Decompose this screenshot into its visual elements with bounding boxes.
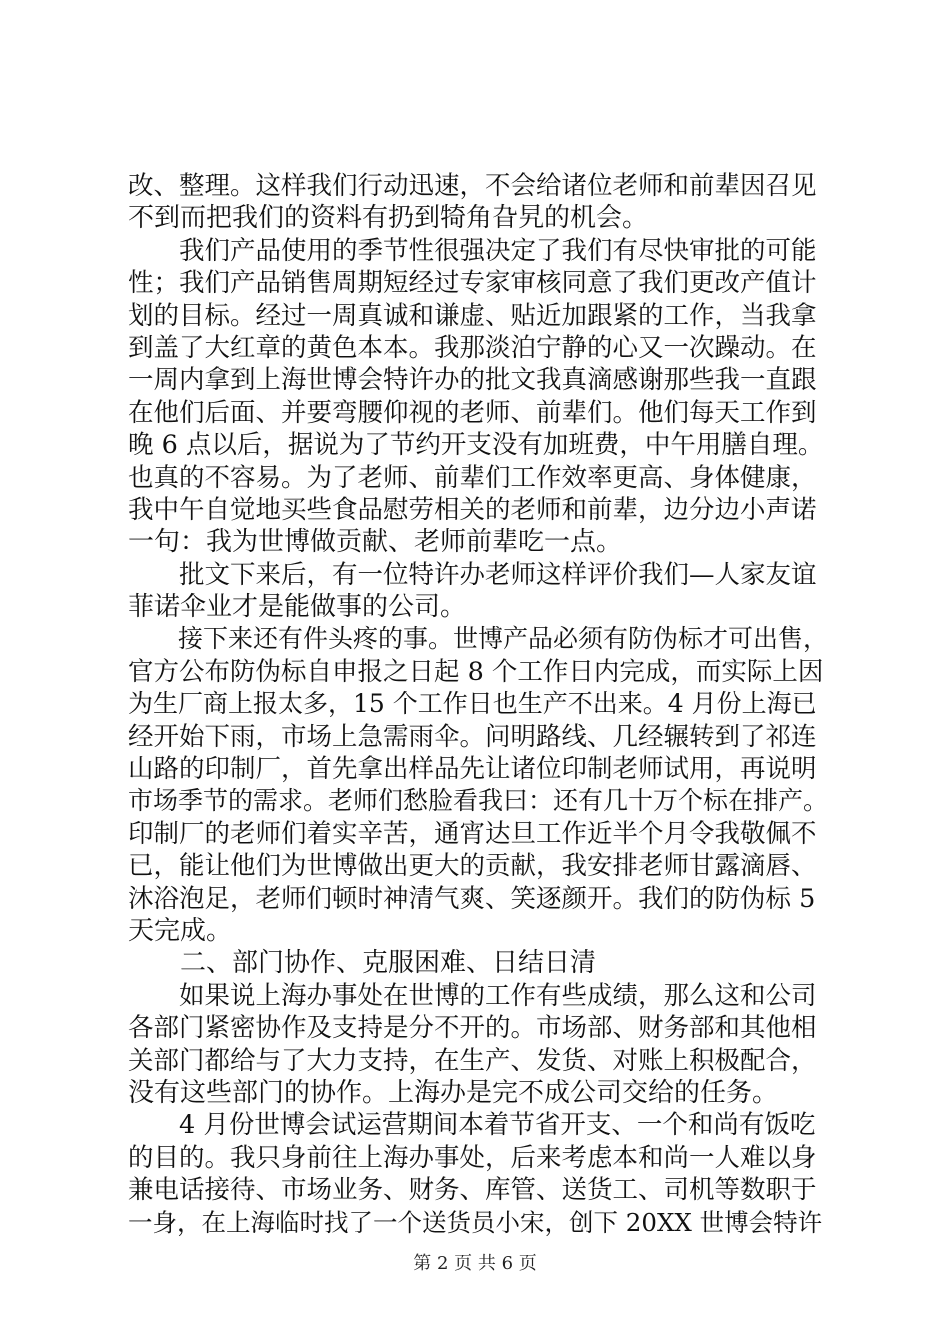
text-line: 一周内拿到上海世博会特许办的批文我真滴感谢那些我一直跟: [128, 365, 817, 396]
text-line: 如果说上海办事处在世博的工作有些成绩，那么这和公司: [128, 980, 817, 1011]
text-line: 山路的印制厂，首先拿出样品先让诸位印制老师试用，再说明: [128, 754, 817, 785]
text-line: 为生厂商上报太多，15 个工作日也生产不出来。4 月份上海已: [128, 689, 817, 719]
text-line: 改、整理。这样我们行动迅速，不会给诸位老师和前辈因召见: [128, 171, 817, 201]
text-line: 沐浴泡足，老师们顿时神清气爽、笑逐颜开。我们的防伪标 5: [128, 883, 816, 914]
document-body: [128, 170, 828, 1239]
text-line: 晚 6 点以后，据说为了节约开支没有加班费，中午用膳自理。: [128, 430, 824, 461]
text-line: 也真的不容易。为了老师、前辈们工作效率更高、身体健康，: [128, 462, 817, 493]
text-line: 划的目标。经过一周真诚和谦虚、贴近加跟紧的工作，当我拿: [128, 300, 817, 331]
section-heading: 二、部门协作、克服困难、日结日清: [128, 948, 597, 979]
text-line: 性；我们产品销售周期短经过专家审核同意了我们更改产值计: [128, 268, 817, 299]
page-footer: [0, 1252, 950, 1276]
text-line: 已，能让他们为世博做出更大的贡献，我安排老师甘露滴唇、: [128, 851, 817, 882]
text-line: 天完成。: [128, 915, 233, 946]
text-line: 经开始下雨，市场上急需雨伞。问明路线、几经辗转到了祁连: [128, 721, 817, 752]
text-line: 不到而把我们的资料有扔到犄角旮旯的机会。: [128, 203, 649, 234]
page-number: 第 2 页 共 6 页: [413, 1253, 537, 1274]
text-line: 在他们后面、并要弯腰仰视的老师、前辈们。他们每天工作到: [128, 397, 817, 428]
text-line: 没有这些部门的协作。上海办是完不成公司交给的任务。: [128, 1077, 779, 1108]
text-line: 批文下来后，有一位特许办老师这样评价我们—人家友谊: [128, 559, 817, 590]
text-line: 印制厂的老师们着实辛苦，通宵达旦工作近半个月令我敬佩不: [128, 818, 817, 849]
text-line: 各部门紧密协作及支持是分不开的。市场部、财务部和其他相: [128, 1013, 817, 1044]
text-line: 关部门都给与了大力支持，在生产、发货、对账上积极配合，: [128, 1045, 817, 1076]
text-line: 我们产品使用的季节性很强决定了我们有尽快审批的可能: [128, 235, 817, 266]
text-line: 市场季节的需求。老师们愁脸看我曰：还有几十万个标在排产。: [128, 786, 828, 816]
text-line: 4 月份世博会试运营期间本着节省开支、一个和尚有饭吃: [128, 1110, 816, 1141]
text-line: 接下来还有件头疼的事。世博产品必须有防伪标才可出售，: [128, 624, 828, 654]
text-line: 菲诺伞业才是能做事的公司。: [128, 592, 467, 623]
text-line: 官方公布防伪标自申报之日起 8 个工作日内完成，而实际上因: [128, 656, 824, 687]
text-line: 一身，在上海临时找了一个送货员小宋，创下 20XX 世博会特许: [128, 1207, 823, 1237]
text-line: 的目的。我只身前往上海办事处，后来考虑本和尚一人难以身: [128, 1142, 817, 1173]
text-line: 我中午自觉地买些食品慰劳相关的老师和前辈，边分边小声诺: [128, 494, 817, 525]
text-line: 一句：我为世博做贡献、老师前辈吃一点。: [128, 527, 623, 558]
text-line: 兼电话接待、市场业务、财务、库管、送货工、司机等数职于: [128, 1175, 817, 1206]
text-line: 到盖了大红章的黄色本本。我那淡泊宁静的心又一次躁动。在: [128, 332, 817, 363]
